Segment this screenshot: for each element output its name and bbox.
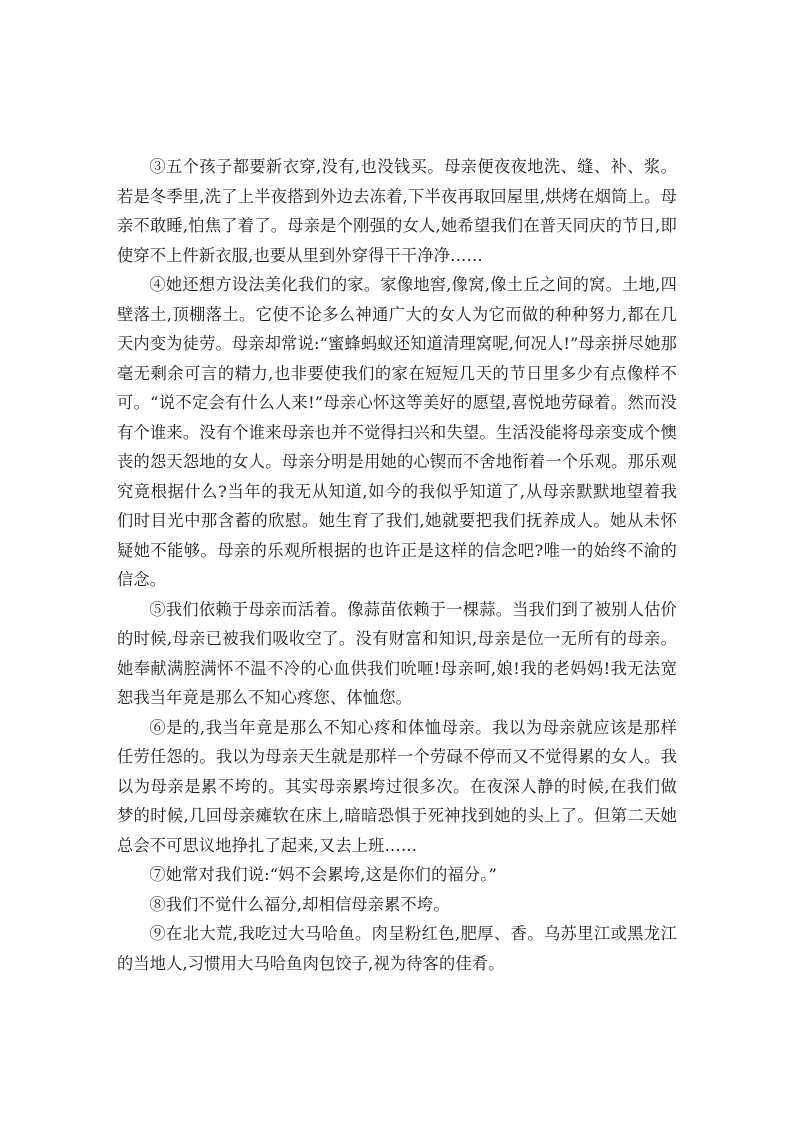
- paragraph-3: ③五个孩子都要新衣穿,没有,也没钱买。母亲便夜夜地洗、缝、补、浆。若是冬季里,洗了上半夜搭到外边去冻着,下半夜再取回屋里,烘烤在烟筒上。母亲不敢睡,怕焦了着了。母亲是个刚强的女人,她希望我们在普天同庆的节日,即使穿不上件新衣服,也要从里到外穿得干干净净……: [117, 157, 677, 265]
- paragraph-4: ④她还想方设法美化我们的家。家像地窖,像窝,像土丘之间的窝。土地,四壁落土,顶棚落土。它使不论多么神通广大的女人为它而做的种种努力,都在几天内变为徒劳。母亲却常说:“蜜蜂蚂蚁还知道清理窝呢,何况人!”母亲拼尽她那毫无剩余可言的精力,也非要使我们的家在短短几天的节日里多少有点像样不可。“说不定会有什么人来!”母亲心怀这等美好的愿望,喜悦地劳碌着。然而没有个谁来。没有个谁来母亲也并不觉得扫兴和失望。生活没能将母亲变成个懊丧的怨天怨地的女人。母亲分明是用她的心锲而不舍地衔着一个乐观。那乐观究竟根据什么?当年的我无从知道,如今的我似乎知道了,从母亲默默地望着我们时目光中那含蓄的欣慰。她生育了我们,她就要把我们抚养成人。她从未怀疑她不能够。母亲的乐观所根据的也许正是这样的信念吧?唯一的始终不渝的信念。: [117, 275, 677, 589]
- paragraph-6: ⑥是的,我当年竟是那么不知心疼和体恤母亲。我以为母亲就应该是那样任劳任怨的。我以为母亲天生就是那样一个劳碌不停而又不觉得累的女人。我以为母亲是累不垮的。其实母亲累垮过很多次。在夜深人静的时候,在我们做梦的时候,几回母亲瘫软在床上,暗暗恐惧于死神找到她的头上了。但第二天她总会不可思议地挣扎了起来,又去上班……: [117, 717, 677, 855]
- paragraph-9: ⑨在北大荒,我吃过大马哈鱼。肉呈粉红色,肥厚、香。乌苏里江或黑龙江的当地人,习惯用大马哈鱼肉包饺子,视为待客的佳肴。: [117, 924, 677, 973]
- paragraph-8: ⑧我们不觉什么福分,却相信母亲累不垮。: [149, 894, 450, 914]
- document-body: [117, 152, 677, 978]
- paragraph-5: ⑤我们依赖于母亲而活着。像蒜苗依赖于一棵蒜。当我们到了被别人估价的时候,母亲已被我们吸收空了。没有财富和知识,母亲是位一无所有的母亲。她奉献满腔满怀不温不冷的心血供我们吮咂!母亲呵,娘!我的老妈妈!我无法宽恕我当年竟是那么不知心疼您、体恤您。: [117, 599, 677, 707]
- paragraph-7: ⑦她常对我们说:“妈不会累垮,这是你们的福分。”: [149, 865, 497, 884]
